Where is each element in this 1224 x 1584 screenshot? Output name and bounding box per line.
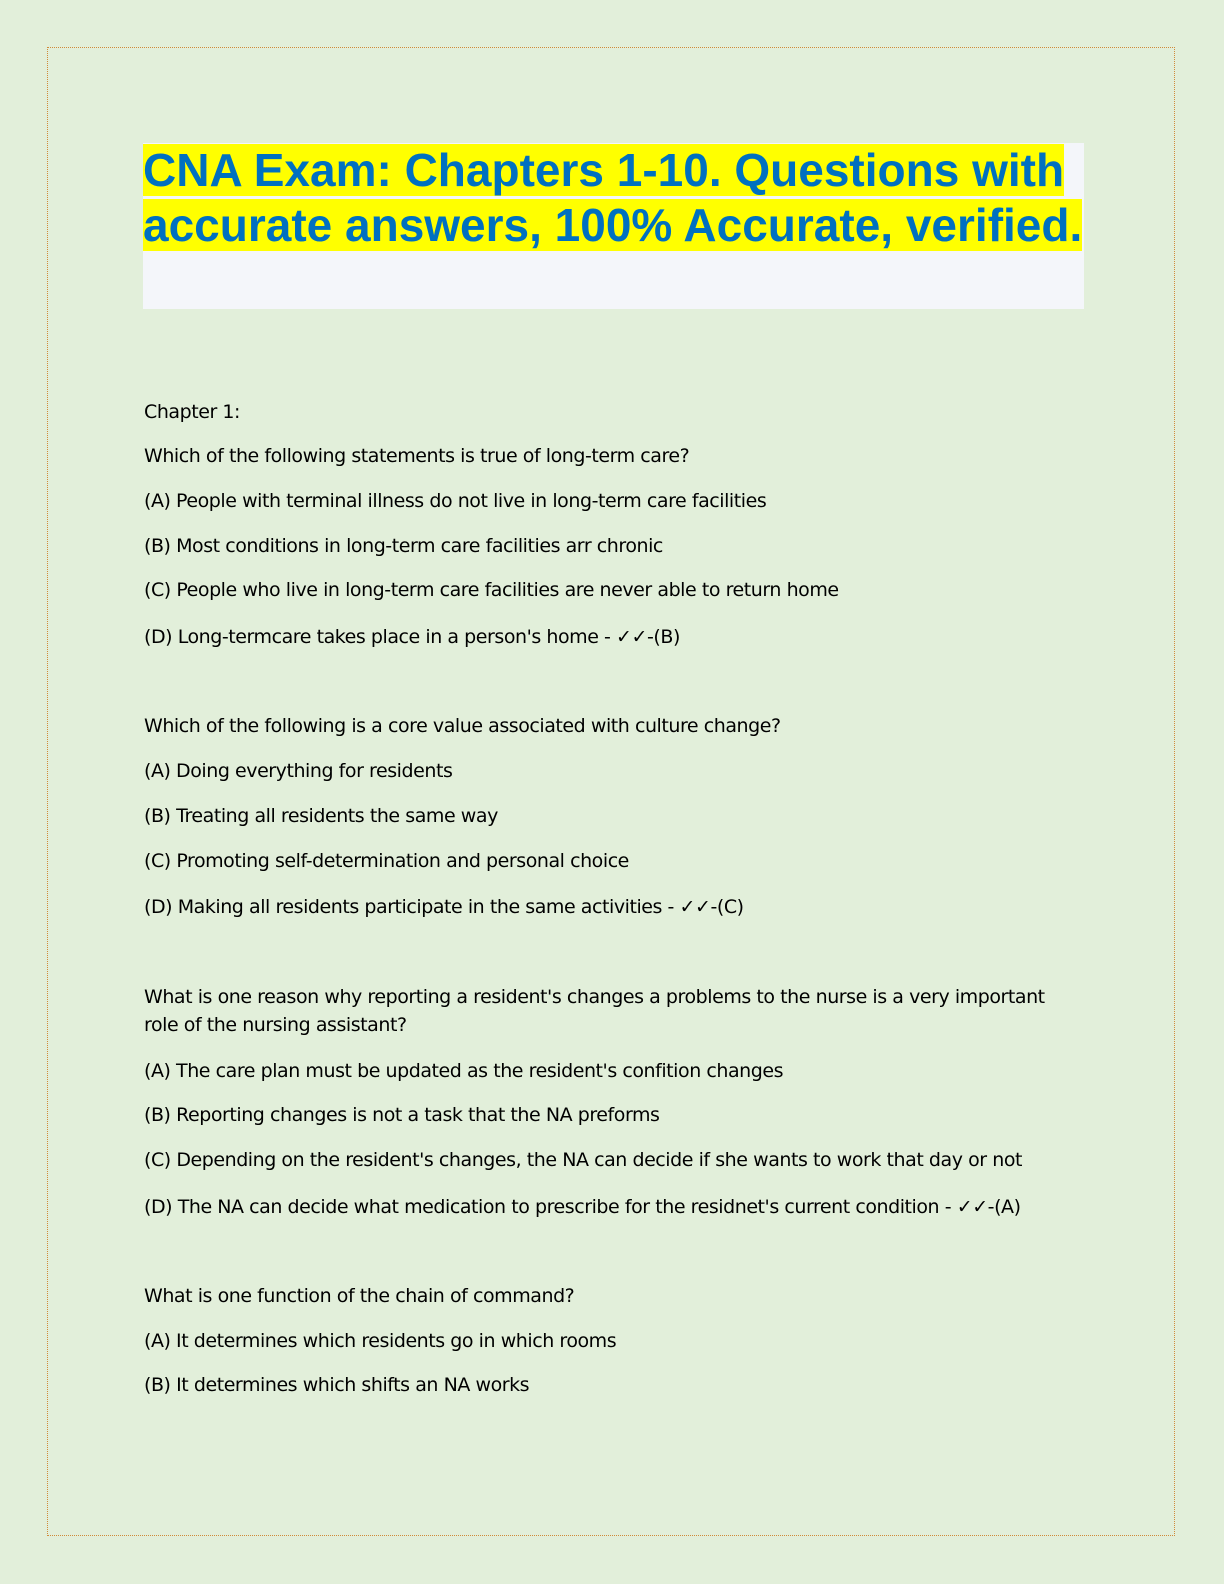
chapter-heading: Chapter 1: xyxy=(144,401,240,423)
question-4-text: What is one function of the chain of command? xyxy=(144,1285,575,1307)
question-3-option-b: (B) Reporting changes is not a task that the NA preforms xyxy=(144,1104,660,1126)
question-4-option-a: (A) It determines which residents go in which rooms xyxy=(144,1330,617,1352)
document-title xyxy=(143,143,1084,253)
question-3-option-a: (A) The care plan must be updated as the resident's confition changes xyxy=(144,1060,784,1082)
question-4-option-b: (B) It determines which shifts an NA works xyxy=(144,1374,530,1396)
title-block xyxy=(143,143,1084,309)
question-1-option-c: (C) People who live in long-term care facilities are never able to return home xyxy=(144,579,839,601)
question-2-option-c: (C) Promoting self-determination and personal choice xyxy=(144,850,629,872)
document-title-highlight: CNA Exam: Chapters 1-10. Questions with accurate answers, 100% Accurate, verified. xyxy=(143,144,1083,251)
question-2-option-a: (A) Doing everything for residents xyxy=(144,760,453,782)
question-2-text: Which of the following is a core value associated with culture change? xyxy=(144,715,781,737)
question-3-text: What is one reason why reporting a resident's changes a problems to the nurse is a very important role of the nursing assistant? xyxy=(144,986,1045,1036)
question-2-option-d: (D) Making all residents participate in the same activities - ✓✓-(C) xyxy=(144,896,744,918)
question-3-option-c: (C) Depending on the resident's changes, the NA can decide if she wants to work that day or not xyxy=(144,1149,1022,1171)
question-1-option-d: (D) Long-termcare takes place in a person's home - ✓✓-(B) xyxy=(144,626,680,648)
question-2-option-b: (B) Treating all residents the same way xyxy=(144,805,498,827)
question-1-text: Which of the following statements is true of long-term care? xyxy=(144,445,690,467)
question-1-option-b: (B) Most conditions in long-term care facilities arr chronic xyxy=(144,535,663,557)
question-1-option-a: (A) People with terminal illness do not live in long-term care facilities xyxy=(144,490,767,512)
question-3-option-d: (D) The NA can decide what medication to prescribe for the residnet's current condition - ✓✓-(A) xyxy=(144,1196,1021,1218)
